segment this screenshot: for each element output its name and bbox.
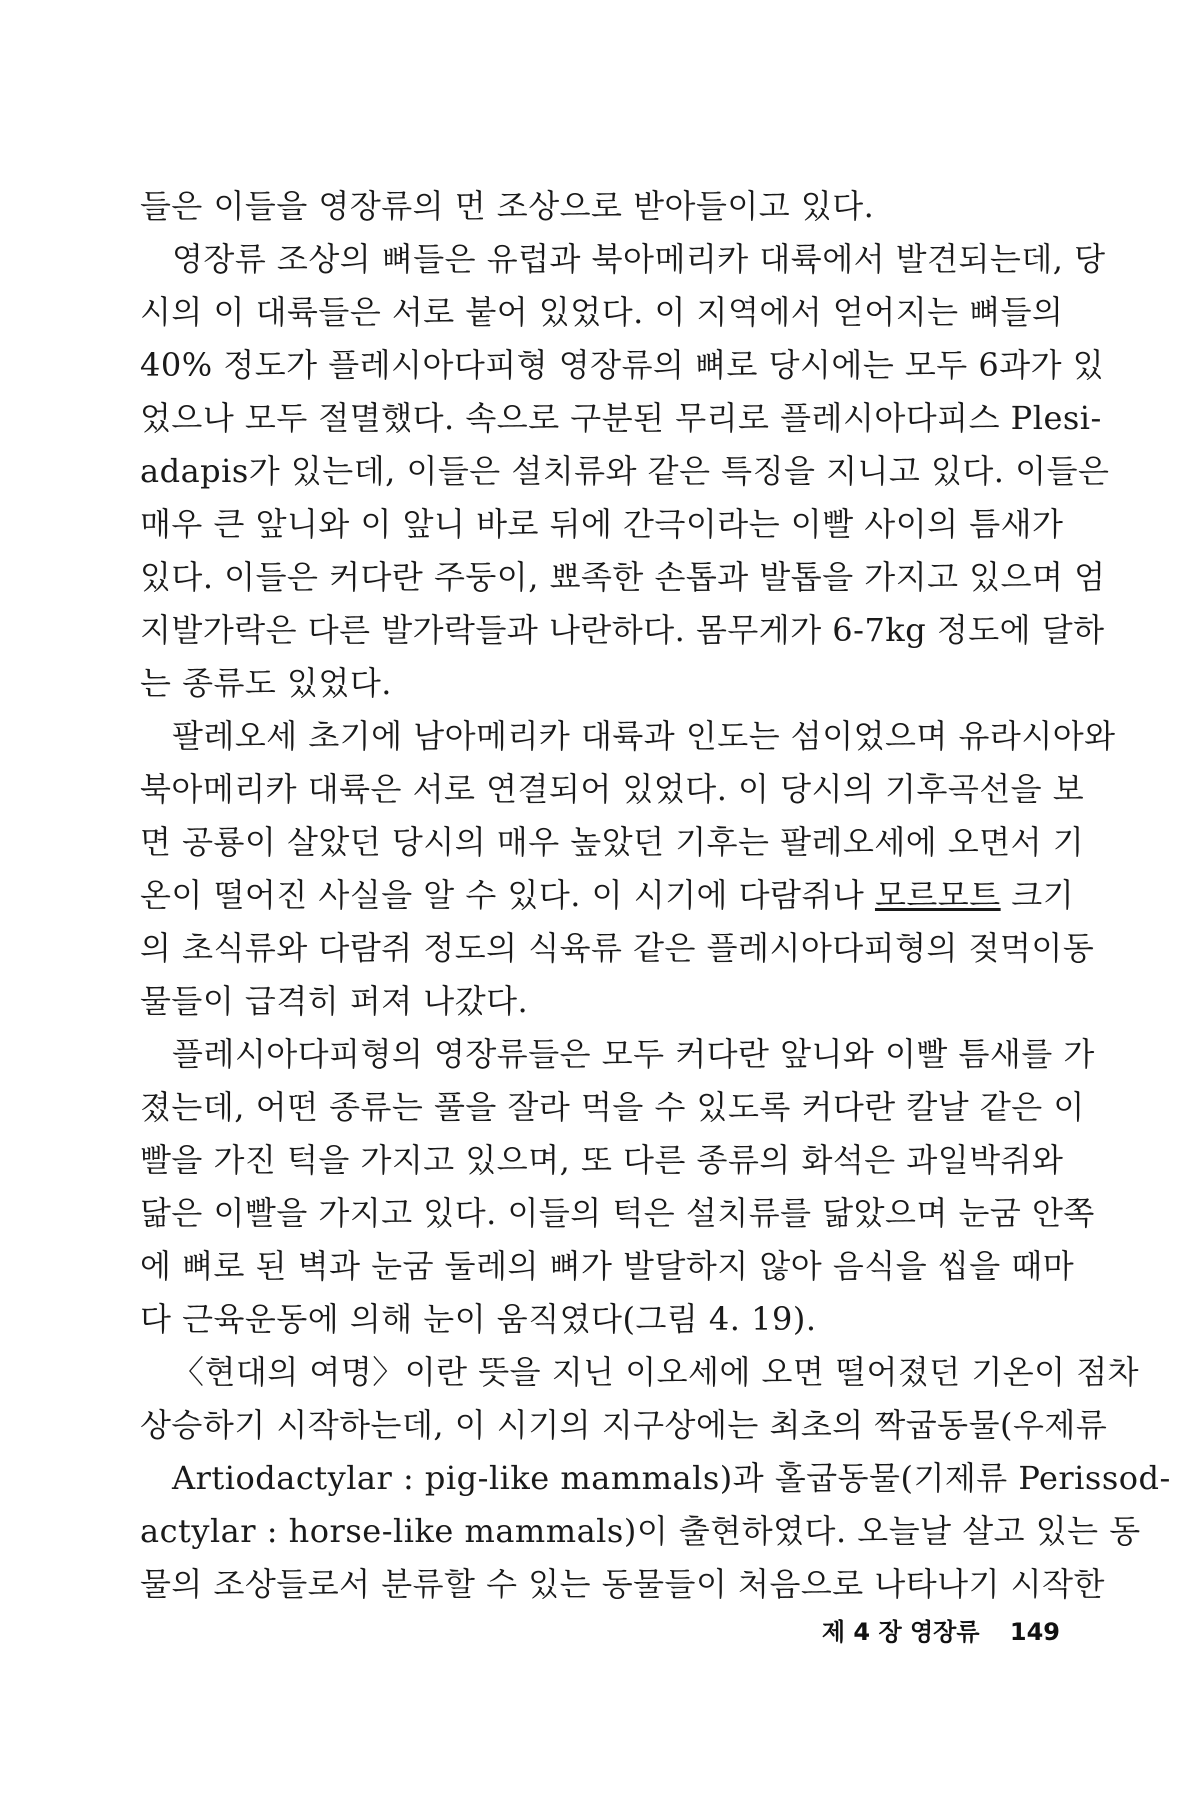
page-number: 149 [1009,1618,1060,1646]
text-line: 지발가락은 다른 발가락들과 나란하다. 몸무게가 6-7kg 정도에 달하 [140,611,1105,649]
text-line: 영장류 조상의 뼈들은 유럽과 북아메리카 대륙에서 발견되는데, 당 [172,240,1106,278]
text-line: 닮은 이빨을 가지고 있다. 이들의 턱은 설치류를 닮았으며 눈굼 안쪽 [140,1194,1095,1232]
text-line: 들은 이들을 영장류의 먼 조상으로 받아들이고 있다. [140,187,875,225]
text-line: 물의 조상들로서 분류할 수 있는 동물들이 처음으로 나타나기 시작한 [140,1565,1105,1603]
page-body [140,180,1171,1611]
text-line: 물들이 급격히 퍼져 나갔다. [140,982,529,1020]
text-line: 팔레오세 초기에 남아메리카 대륙과 인도는 섬이었으며 유라시아와 [172,717,1116,755]
text-line: 에 뼈로 된 벽과 눈굼 둘레의 뼈가 발달하지 않아 음식을 씹을 때마 [140,1247,1075,1285]
text-line: 빨을 가진 턱을 가지고 있으며, 또 다른 종류의 화석은 과일박쥐와 [140,1141,1064,1179]
chapter-title: 제 4 장 영장류 [821,1618,980,1646]
text-line: 〈현대의 여명〉이란 뜻을 지닌 이오세에 오면 떨어졌던 기온이 점차 [172,1353,1140,1391]
text-line: 40% 정도가 플레시아다피형 영장류의 뼈로 당시에는 모두 6과가 있 [140,346,1105,384]
page-footer [822,1612,1060,1647]
underlined-word: 모르모트 [874,876,1001,914]
text-line: 플레시아다피형의 영장류들은 모두 커다란 앞니와 이빨 틈새를 가 [172,1035,1095,1073]
text-segment: 크기 [1000,876,1075,914]
text-line: 면 공룡이 살았던 당시의 매우 높았던 기후는 팔레오세에 오면서 기 [140,823,1085,861]
text-line: 졌는데, 어떤 종류는 풀을 잘라 먹을 수 있도록 커다란 칼날 같은 이 [140,1088,1085,1126]
text-line: 다 근육운동에 의해 눈이 움직였다(그림 4. 19). [140,1300,817,1338]
text-line: 북아메리카 대륙은 서로 연결되어 있었다. 이 당시의 기후곡선을 보 [140,770,1085,808]
text-line: 의 초식류와 다람쥐 정도의 식육류 같은 플레시아다피형의 젖먹이동 [140,929,1095,967]
text-line: adapis가 있는데, 이들은 설치류와 같은 특징을 지니고 있다. 이들은 [140,452,1110,490]
text-segment: 온이 떨어진 사실을 알 수 있다. 이 시기에 다람쥐나 [140,876,875,914]
text-line: 었으나 모두 절멸했다. 속으로 구분된 무리로 플레시아다피스 Plesi- [140,399,1102,437]
text-line: 있다. 이들은 커다란 주둥이, 뾰족한 손톱과 발톱을 가지고 있으며 엄 [140,558,1106,596]
text-line: Artiodactylar : pig-like mammals)과 홀굽동물(기제류 Perissod- [172,1459,1171,1497]
text-line: actylar : horse-like mammals)이 출현하였다. 오늘날 살고 있는 동 [140,1512,1141,1550]
text-line: 는 종류도 있었다. [140,664,392,702]
text-line [140,869,1075,922]
text-line: 시의 이 대륙들은 서로 붙어 있었다. 이 지역에서 얻어지는 뼈들의 [140,293,1064,331]
text-line: 상승하기 시작하는데, 이 시기의 지구상에는 최초의 짝굽동물(우제류 [140,1406,1108,1444]
text-line: 매우 큰 앞니와 이 앞니 바로 뒤에 간극이라는 이빨 사이의 틈새가 [140,505,1064,543]
